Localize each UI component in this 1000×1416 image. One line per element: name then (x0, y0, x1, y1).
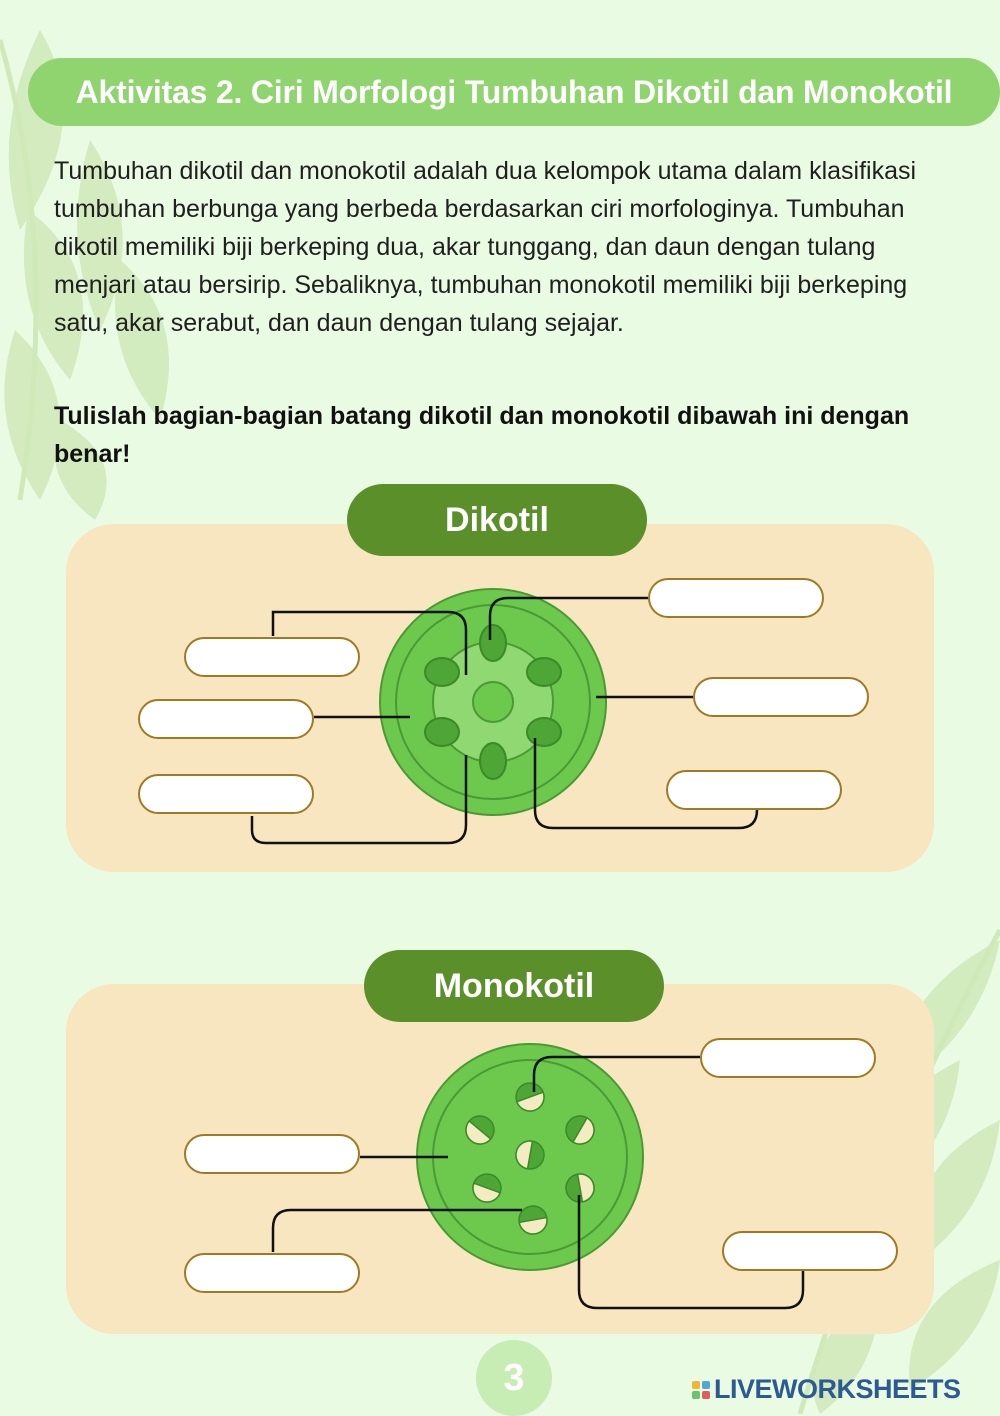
dikotil-header (347, 484, 647, 556)
dikotil-answer-1[interactable] (184, 637, 360, 677)
monokotil-header (364, 950, 664, 1022)
dikotil-answer-2[interactable] (138, 699, 314, 739)
page-number: 3 (503, 1356, 525, 1399)
brand-name: LIVEWORKSHEETS (714, 1374, 961, 1404)
dikotil-answer-4[interactable] (648, 578, 824, 618)
instruction-text: Tulislah bagian-bagian batang dikotil dan monokotil dibawah ini dengan benar! (54, 402, 910, 468)
dikotil-answer-3[interactable] (138, 774, 314, 814)
monokotil-answer-1[interactable] (700, 1038, 876, 1078)
monokotil-label: Monokotil (433, 966, 595, 1005)
page-number-badge (476, 1340, 552, 1416)
title-banner (28, 58, 1000, 126)
monokotil-answer-2[interactable] (184, 1134, 360, 1174)
brand-logo (692, 1374, 961, 1405)
dikotil-answer-6[interactable] (666, 770, 842, 810)
dikotil-label: Dikotil (445, 500, 549, 539)
dikotil-answer-5[interactable] (693, 677, 869, 717)
page-title: Aktivitas 2. Ciri Morfologi Tumbuhan Dikotil dan Monokotil (75, 73, 953, 110)
liveworksheets-logo-icon (692, 1381, 710, 1399)
intro-paragraph: Tumbuhan dikotil dan monokotil adalah dua kelompok utama dalam klasifikasi tumbuhan berbunga yang berbeda berdasarkan ciri morfologinya. Tumbuhan dikotil memiliki biji berkeping dua, akar tunggang, dan daun dengan tulang menjari atau bersirip. Sebaliknya, tumbuhan monokotil memiliki biji berkeping satu, akar serabut, dan daun dengan tulang sejajar. (54, 157, 917, 337)
monokotil-answer-3[interactable] (184, 1253, 360, 1293)
monokotil-answer-4[interactable] (722, 1231, 898, 1271)
